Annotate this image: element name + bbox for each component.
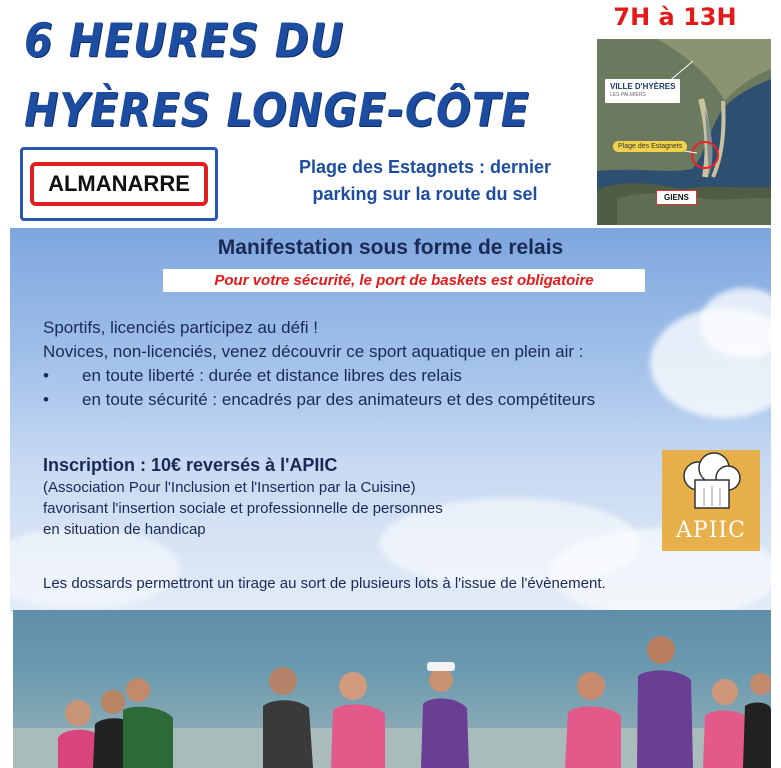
cloud-decoration (10, 528, 180, 608)
town-sign-label: ALMANARRE (30, 162, 208, 206)
bullet-text: en toute sécurité : encadrés par des animateurs et des compétiteurs (82, 390, 596, 409)
town-sign (20, 147, 218, 221)
map-label-giens: GIENS (656, 190, 697, 205)
location-map (597, 39, 771, 225)
inscription-heading: Inscription : 10€ reversés à l'APIIC (43, 455, 338, 475)
description-line-1: Sportifs, licenciés participez au défi ! (43, 318, 318, 337)
title-line-2: HYÈRES LONGE-CÔTE (24, 83, 530, 138)
participants-photo (13, 610, 771, 768)
event-title (24, 6, 594, 145)
section-heading: Manifestation sous forme de relais (217, 236, 564, 259)
bullet-dot-icon: • (43, 366, 49, 385)
title-line-1: 6 HEURES DU (24, 13, 345, 68)
description (43, 316, 763, 412)
map-ville-text: VILLE D'HYÈRES (610, 82, 676, 91)
safety-notice: Pour votre sécurité, le port de baskets est obligatoire (163, 269, 645, 292)
raffle-notice: Les dossards permettront un tirage au sort de plusieurs lots à l'issue de l'évènement. (43, 575, 606, 592)
bullet-item (43, 388, 763, 412)
map-label-ville (605, 79, 680, 103)
inscription-block (43, 453, 443, 540)
association-name: (Association Pour l'Inclusion et l'Insertion par la Cuisine) (43, 479, 416, 496)
association-desc-2: en situation de handicap (43, 521, 206, 538)
header (0, 0, 781, 228)
info-panel (10, 228, 771, 613)
map-ville-sub: LES PALMIERS (610, 92, 646, 98)
bullet-dot-icon: • (43, 390, 49, 409)
chef-hat-icon (662, 450, 760, 520)
location-info (252, 154, 598, 208)
location-line-1: Plage des Estagnets : dernier (298, 157, 552, 177)
map-label-plage: Plage des Estagnets (613, 141, 687, 152)
swimmers-image (13, 610, 771, 768)
description-line-2: Novices, non-licenciés, venez découvrir ce sport aquatique en plein air : (43, 342, 584, 361)
bullet-text: en toute liberté : durée et distance libres des relais (82, 366, 462, 385)
event-hours: 7H à 13H (613, 3, 737, 31)
apiic-logo (662, 450, 760, 551)
apiic-logo-text: APIIC (676, 518, 746, 543)
location-line-2: parking sur la route du sel (312, 184, 538, 204)
association-desc-1: favorisant l'insertion sociale et professionnelle de personnes (43, 500, 443, 517)
bullet-item (43, 364, 763, 388)
